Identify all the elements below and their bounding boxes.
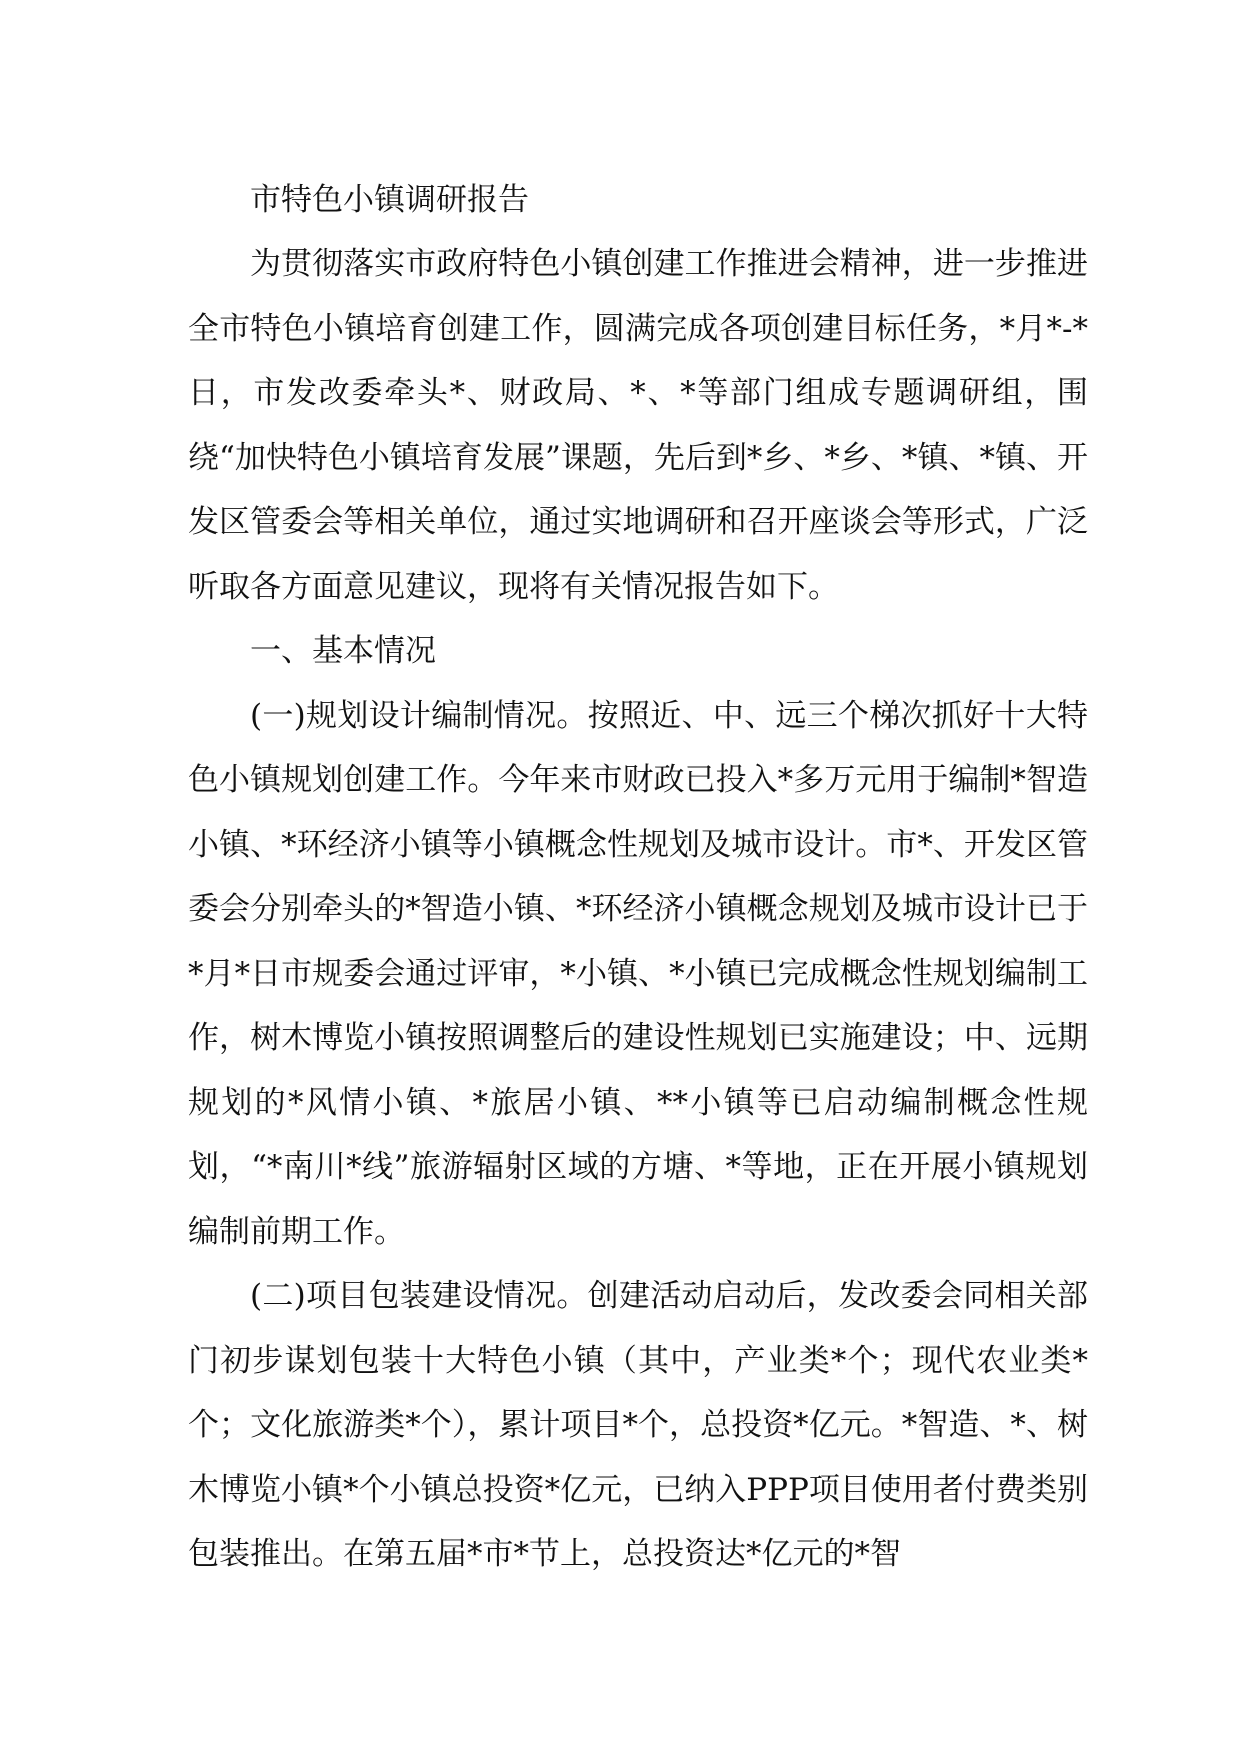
paragraph-planning-design: (一)规划设计编制情况。按照近、中、远三个梯次抓好十大特色小镇规划创建工作。今年来市财政已投入*多万元用于编制*智造小镇、*环经济小镇等小镇概念性规划及城市设计。市*、开发区管委会分别牵头的*智造小镇、*环经济小镇概念规划及城市设计已于*月*日市规委会通过评审，*小镇、*小镇已完成概念性规划编制工作，树木博览小镇按照调整后的建设性规划已实施建设；中、远期规划的*风情小镇、*旅居小镇、**小镇等已启动编制概念性规划，“*南川*线”旅游辐射区域的方塘、*等地，正在开展小镇规划编制前期工作。 <box>188 697 1088 1250</box>
document-title: 市特色小镇调研报告 <box>250 182 529 218</box>
document-body <box>188 168 1088 1587</box>
section-heading-basic-situation: 一、基本情况 <box>250 633 436 669</box>
paragraph-intro: 为贯彻落实市政府特色小镇创建工作推进会精神，进一步推进全市特色小镇培育创建工作，圆满完成各项创建目标任务，*月*-*日，市发改委牵头*、财政局、*、*等部门组成专题调研组，围绕“加快特色小镇培育发展”课题，先后到*乡、*乡、*镇、*镇、开发区管委会等相关单位，通过实地调研和召开座谈会等形式，广泛听取各方面意见建议，现将有关情况报告如下。 <box>188 246 1088 605</box>
paragraph-project-packaging: (二)项目包装建设情况。创建活动启动后，发改委会同相关部门初步谋划包装十大特色小镇（其中，产业类*个；现代农业类*个；文化旅游类*个），累计项目*个，总投资*亿元。*智造、*、树木博览小镇*个小镇总投资*亿元，已纳入PPP项目使用者付费类别包装推出。在第五届*市*节上，总投资达*亿元的*智 <box>188 1278 1088 1572</box>
